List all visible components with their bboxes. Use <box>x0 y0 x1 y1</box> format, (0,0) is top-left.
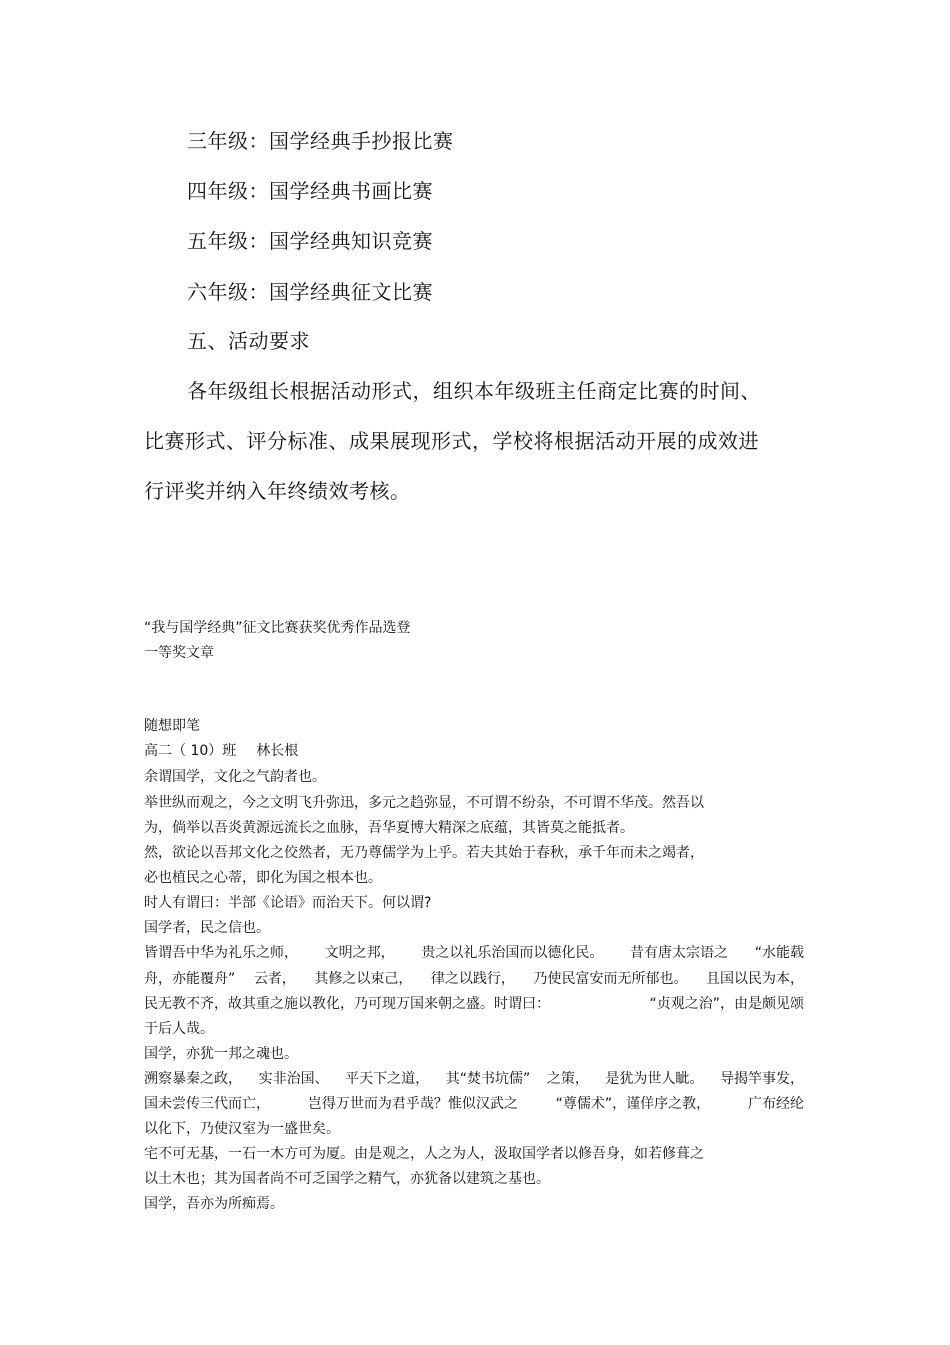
author-name: 林长根 <box>256 743 299 759</box>
phrase: 云者， <box>253 971 296 987</box>
essay-line: 举世纵而观之，今之文明飞升弥迅，多元之趋弥显，不可谓不纷杂，不可谓不华茂。然吾以 <box>144 795 704 811</box>
phrase: 文明之邦， <box>324 945 395 961</box>
essay-line <box>144 995 804 1013</box>
phrase: 乃使民富安而无所郁也。 <box>533 971 688 987</box>
essay-line <box>144 1070 804 1088</box>
phrase: 律之以践行， <box>430 971 515 987</box>
phrase: 民无教不齐，故其重之施以教化，乃可现万国来朝之盛。时谓曰： <box>144 996 550 1012</box>
phrase: 且国以民为本， <box>706 971 804 987</box>
essay-line: 以化下，乃使汉室为一盛世矣。 <box>144 1121 340 1137</box>
phrase: 贵之以礼乐治国而以德化民。 <box>421 945 604 961</box>
grade-five-line: 五年级：国学经典知识竞赛 <box>187 229 433 253</box>
essay-line: 余谓国学，文化之气韵者也。 <box>144 769 326 785</box>
section-heading: 五、活动要求 <box>187 329 310 353</box>
phrase: 溯察暴秦之政， <box>144 1071 242 1087</box>
author-class: 高二（ 10）班 <box>144 743 237 759</box>
phrase: 昔有唐太宗语之 <box>630 945 729 961</box>
phrase: 岂得万世而为君乎哉？惟似汉武之 <box>307 1096 518 1112</box>
phrase: 是犹为世人眦。 <box>605 1071 704 1087</box>
essay-line: 国学，亦犹一邦之魂也。 <box>144 1046 298 1062</box>
essay-author <box>144 742 298 760</box>
essay-line: 国学者，民之信也。 <box>144 920 270 936</box>
phrase: 舟，亦能覆舟” <box>144 971 236 987</box>
prize-label: 一等奖文章 <box>144 645 214 661</box>
phrase: 皆谓吾中华为礼乐之师， <box>144 945 298 961</box>
essay-section-heading: “我与国学经典”征文比赛获奖优秀作品选登 <box>144 620 411 636</box>
essay-line <box>144 944 804 962</box>
phrase: 广布经纶 <box>748 1096 804 1112</box>
grade-six-line: 六年级：国学经典征文比赛 <box>187 280 433 304</box>
phrase: 平天下之道， <box>345 1071 430 1087</box>
phrase: “贞观之治”，由是颇见颂 <box>649 996 804 1012</box>
essay-title: 随想即笔 <box>144 718 200 734</box>
phrase: “水能载 <box>754 945 804 961</box>
requirement-line: 行评奖并纳入年终绩效考核。 <box>144 479 411 503</box>
essay-line: 以土木也；其为国者尚不可乏国学之精气，亦犹备以建筑之基也。 <box>144 1171 550 1187</box>
essay-line: 国学，吾亦为所痴焉。 <box>144 1196 284 1212</box>
phrase: “尊儒术”，谨佯序之教， <box>555 1096 711 1112</box>
essay-line: 时人有谓曰：半部《论语》而治天下。何以谓? <box>144 895 432 911</box>
essay-line: 于后人哉。 <box>144 1021 214 1037</box>
phrase: 其“焚书坑儒” <box>445 1071 531 1087</box>
requirement-line: 比赛形式、评分标准、成果展现形式，学校将根据活动开展的成效进 <box>144 429 759 453</box>
essay-line: 为，倘举以吾炎黄源远流长之血脉，吾华夏博大精深之底蕴，其皆莫之能抵者。 <box>144 820 634 836</box>
essay-line <box>144 970 804 988</box>
essay-line: 宅不可无基，一石一木方可为厦。由是观之，人之为人，汲取国学者以修吾身，如若修葺之 <box>144 1146 704 1162</box>
essay-line: 必也植民之心蒂，即化为国之根本也。 <box>144 870 382 886</box>
phrase: 实非治国、 <box>258 1071 329 1087</box>
grade-three-line: 三年级：国学经典手抄报比赛 <box>187 129 454 153</box>
grade-four-line: 四年级：国学经典书画比赛 <box>187 179 433 203</box>
essay-line: 然，欲论以吾邦文化之佼然者，无乃尊儒学为上乎。若夫其始于春秋，承千年而未之竭者， <box>144 845 704 861</box>
phrase: 其修之以束己， <box>314 971 413 987</box>
requirement-line: 各年级组长根据活动形式，组织本年级班主任商定比赛的时间、 <box>187 379 761 403</box>
phrase: 导揭竿事发， <box>719 1071 804 1087</box>
essay-line <box>144 1095 804 1113</box>
phrase: 国未尝传三代而亡， <box>144 1096 270 1112</box>
phrase: 之策， <box>546 1071 589 1087</box>
